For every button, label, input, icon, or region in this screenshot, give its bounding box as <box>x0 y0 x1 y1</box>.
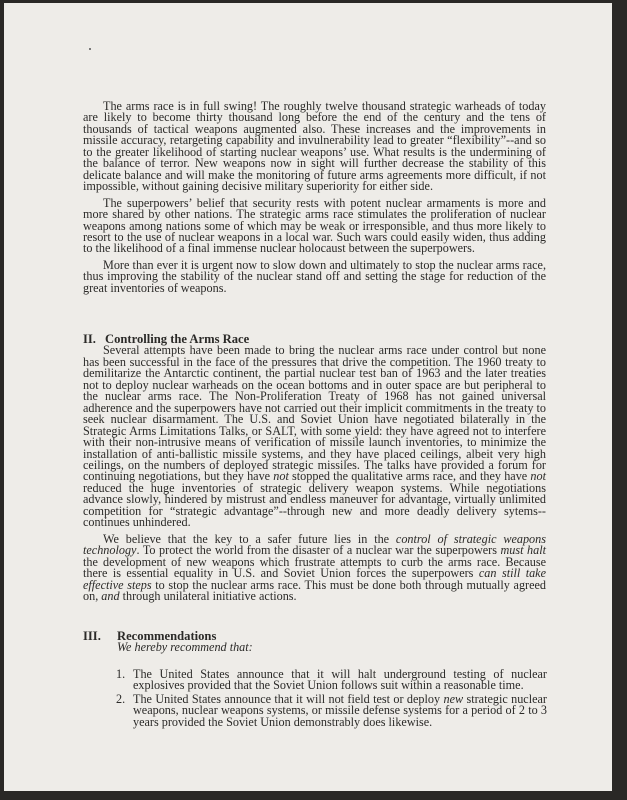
section-number: III. <box>83 629 101 643</box>
speck-mark <box>89 48 91 50</box>
intro-paragraph <box>83 101 546 193</box>
intro-paragraph <box>83 195 546 256</box>
text-run: stopped the qualitative arms race, and they have <box>288 469 531 484</box>
section-number: II. <box>83 332 96 346</box>
section-title: Controlling the Arms Race <box>105 332 250 346</box>
text-run: Several attempts have been made to bring the nuclear arms race under control but none has been successful in the face of the pressures that drive the competition. The 1960 treaty to demilitarize the Antarctic continent, the partial nuclear test ban of 1963 and the later treaties not to deploy nuclear warheads on the ocean bottoms and in outer space are but peripheral to the nuclear arms race. The Non-Proliferation Treaty of 1968 has not gained universal adherence and the superpowers have not carried out their implicit commitments in the treaty to seek nuclear disarmament. The U.S. and Soviet Union have negotiated bilaterally in the Strategic Arms Limitations Talks, or SALT, with some yield: they have agreed not to interfere with their non-intrusive means of verification of missile launch inventories, to minimize the installation of anti-ballistic missile systems, and they have placed ceilings, albeit very high ceilings, on the numbers of deployed strategic missiles. The talks have provided a forum for continuing negotiations, but they have <box>83 343 546 484</box>
text-run: to stop the nuclear arms race. This must be done both through mutually agreed on, <box>83 577 547 603</box>
section-subtitle: We hereby recommend that: <box>117 640 253 655</box>
section-3 <box>83 631 546 728</box>
emphasis-text: must halt <box>500 543 546 558</box>
section-paragraph <box>83 531 547 603</box>
text-run: The United States announce that it will halt underground testing of nuclear explosives provided that the Soviet Union follows suit within a reasonable time. <box>133 666 547 693</box>
text-run: The United States announce that it will not field test or deploy <box>133 691 444 706</box>
text-run: reduced the huge inventories of strategic delivery weapon systems. While negotiations advance slowly, hindered by mistrust and endless maneuver for advantage, virtually unlimited competition for “strategic advantage”--through new and more deadly delivery sytems--continues unhindered. <box>83 480 546 530</box>
section-paragraph <box>83 345 546 528</box>
emphasis-text: not <box>273 469 289 484</box>
text-run: the development of new weapons which frustrate attempts to curb the arms race. Because there is essential equality in U.S. and Soviet Union forces the superpowers <box>83 554 546 581</box>
intro-section <box>83 101 546 294</box>
list-item <box>83 666 547 693</box>
list-item <box>83 691 547 729</box>
item-number: 1. <box>116 666 126 681</box>
section-title: Recommendations <box>117 629 217 643</box>
emphasis-text: and <box>101 588 120 603</box>
text-run: strategic nuclear weapons, nuclear weapons systems, or missile defense systems for a period of 2 to 3 years provided the Soviet Union demonstrably does likewise. <box>133 691 547 729</box>
item-number: 2. <box>116 691 126 706</box>
emphasis-text: can still take effective steps <box>83 566 546 592</box>
text-run: through unilateral initiative actions. <box>119 588 297 603</box>
emphasis-text: new <box>443 691 464 706</box>
emphasis-text: control of strategic weapons technology <box>83 531 546 558</box>
text-run: The superpowers’ belief that security rests with potent nuclear armaments is more and more shared by other nations. The strategic arms race stimulates the proliferation of nuclear weapons among nations some of which may be weak or irresponsible, and thus more likely to resort to the use of nuclear weapons in a local war. Such wars could easily widen, thus adding to the likelihood of a final immense nuclear holocaust between the superpowers. <box>83 195 546 256</box>
item-text <box>133 667 547 692</box>
text-run: The arms race is in full swing! The roughly twelve thousand strategic warheads of today are likely to become thirty thousand long before the end of the century and the tens of thousands of tactical weapons augmented also. These increases and the improvements in missile accuracy, retargeting capability and invulnerability lead to greater “flexibility”--and so to the greater likelihood of starting nuclear weapons’ use. What results is the undermining of the balance of terror. New weapons now in sight will further decrease the stability of this delicate balance and will make the monitoring of future arms agreements more difficult, if not impossible, without gaining decisive military superiority for either side. <box>83 99 546 194</box>
section-2 <box>83 334 546 602</box>
text-run: We believe that the key to a safer future lies in the <box>103 531 396 546</box>
emphasis-text: not <box>530 469 546 484</box>
intro-paragraph <box>83 257 546 295</box>
item-text <box>133 692 547 729</box>
text-run: More than ever it is urgent now to slow down and ultimately to stop the nuclear arms race, thus improving the stability of the nuclear stand off and setting the stage for reduction of the great inventories of weapons. <box>83 257 546 295</box>
recommendation-list <box>83 666 547 729</box>
text-run: . To protect the world from the disaster of a nuclear war the superpowers <box>136 543 501 558</box>
